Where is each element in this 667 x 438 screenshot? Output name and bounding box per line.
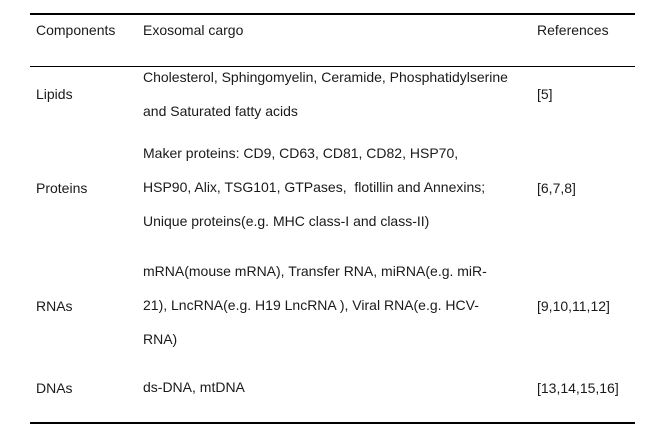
cargo-text-line: RNA) xyxy=(143,331,178,347)
table-row-lipids xyxy=(30,67,635,137)
exosomal-cargo-table xyxy=(30,13,635,424)
cargo-text-line: Maker proteins: CD9, CD63, CD81, CD82, HSP70, xyxy=(143,145,459,161)
component-cell: RNAs xyxy=(36,298,73,314)
component-cell: Proteins xyxy=(36,180,88,196)
table-row-rnas xyxy=(30,245,635,363)
cargo-text-line: ds-DNA, mtDNA xyxy=(143,379,245,395)
column-header-exosomal-cargo: Exosomal cargo xyxy=(143,22,244,38)
cargo-cell xyxy=(143,67,537,135)
reference-cell: [13,14,15,16] xyxy=(537,380,619,396)
cargo-text-line: mRNA(mouse mRNA), Transfer RNA, miRNA(e.g. miR- xyxy=(143,263,487,279)
component-cell: Lipids xyxy=(36,86,73,102)
cargo-text-line: and Saturated fatty acids xyxy=(143,103,298,119)
table-row-dnas xyxy=(30,363,635,422)
table-header-row xyxy=(30,15,635,67)
cargo-cell xyxy=(143,245,537,363)
table-row-proteins xyxy=(30,137,635,245)
cargo-text-line: HSP90, Alix, TSG101, GTPases, flotillin and Annexins; xyxy=(143,179,486,195)
column-header-references: References xyxy=(537,22,609,38)
cargo-cell xyxy=(143,137,537,245)
reference-cell: [5] xyxy=(537,86,553,102)
cargo-cell xyxy=(143,363,537,411)
cargo-text-line: Unique proteins(e.g. MHC class-I and class-II) xyxy=(143,213,430,229)
reference-cell: [9,10,11,12] xyxy=(537,298,610,314)
component-cell: DNAs xyxy=(36,380,73,396)
column-header-components: Components xyxy=(36,22,116,38)
cargo-text-line: 21), LncRNA(e.g. H19 LncRNA ), Viral RNA(e.g. HCV- xyxy=(143,297,479,313)
cargo-text-line: Cholesterol, Sphingomyelin, Ceramide, Phosphatidylserine xyxy=(143,69,508,85)
reference-cell: [6,7,8] xyxy=(537,180,576,196)
